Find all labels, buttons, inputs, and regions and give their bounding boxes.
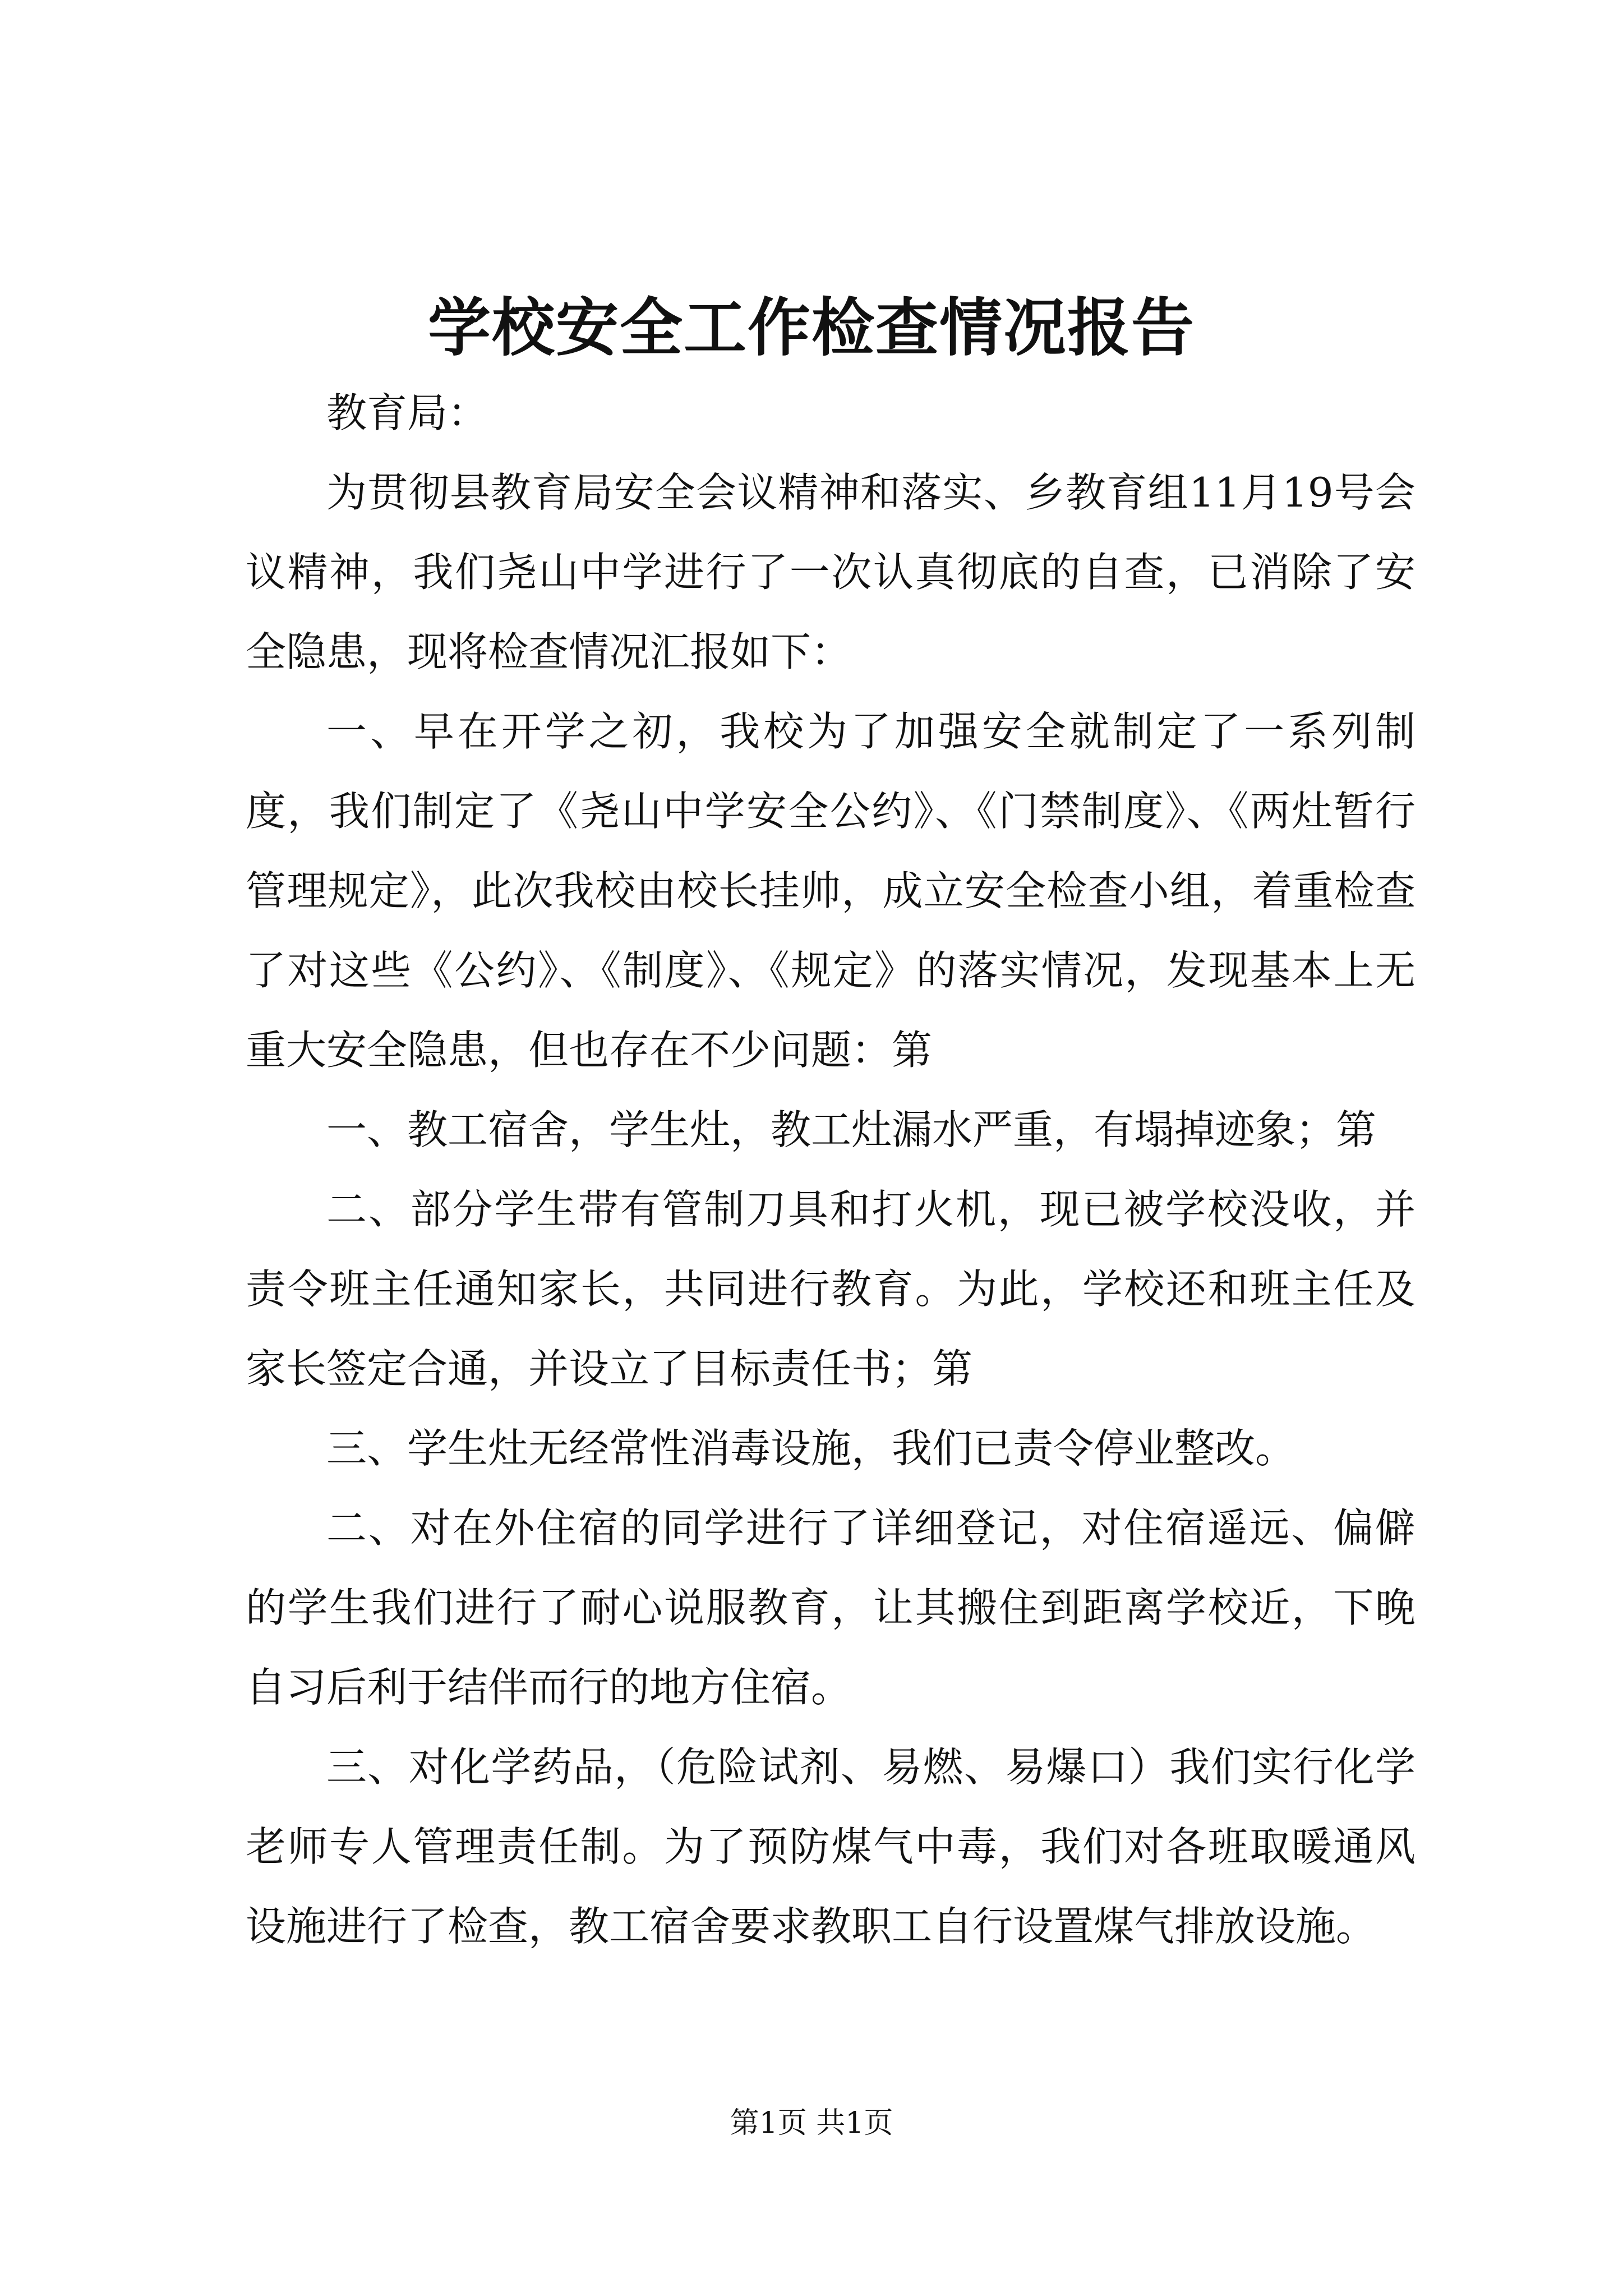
paragraph-item-1: 一、教工宿舍，学生灶，教工灶漏水严重，有塌掉迹象；第 (326, 1106, 1377, 1153)
paragraph-item-3: 三、学生灶无经常性消毒设施，我们已责令停业整改。 (326, 1425, 1296, 1472)
paragraph-section-1: 一、早在开学之初，我校为了加强安全就制定了一系列制度，我们制定了《尧山中学安全公约》、《门禁制度》、《两灶暂行管理规定》，此次我校由校长挂帅，成立安全检查小组，着重检查了对这些《公约》、《制度》、《规定》的落实情况，发现基本上无重大安全隐患，但也存在不少问题：第 (246, 708, 1415, 1074)
document-body (246, 373, 1415, 1966)
page-footer: 第1页 共1页 (730, 2106, 893, 2140)
paragraph-item-2: 二、部分学生带有管制刀具和打火机，现已被学校没收，并责令班主任通知家长，共同进行教育。为此，学校还和班主任及家长签定合通，并设立了目标责任书；第 (246, 1186, 1415, 1392)
paragraph-intro: 为贯彻县教育局安全会议精神和落实、乡教育组11月19号会议精神，我们尧山中学进行了一次认真彻底的自查，已消除了安全隐患，现将检查情况汇报如下： (246, 469, 1415, 675)
salutation: 教育局： (326, 389, 488, 436)
document-title: 学校安全工作检查情况报告 (428, 291, 1195, 365)
paragraph-section-2: 二、对在外住宿的同学进行了详细登记，对住宿遥远、偏僻的学生我们进行了耐心说服教育，让其搬住到距离学校近，下晚自习后利于结伴而行的地方住宿。 (246, 1504, 1415, 1711)
paragraph-section-3: 三、对化学药品，（危险试剂、易燃、易爆口）我们实行化学老师专人管理责任制。为了预防煤气中毒，我们对各班取暖通风设施进行了检查，教工宿舍要求教职工自行设置煤气排放设施。 (246, 1743, 1415, 1950)
